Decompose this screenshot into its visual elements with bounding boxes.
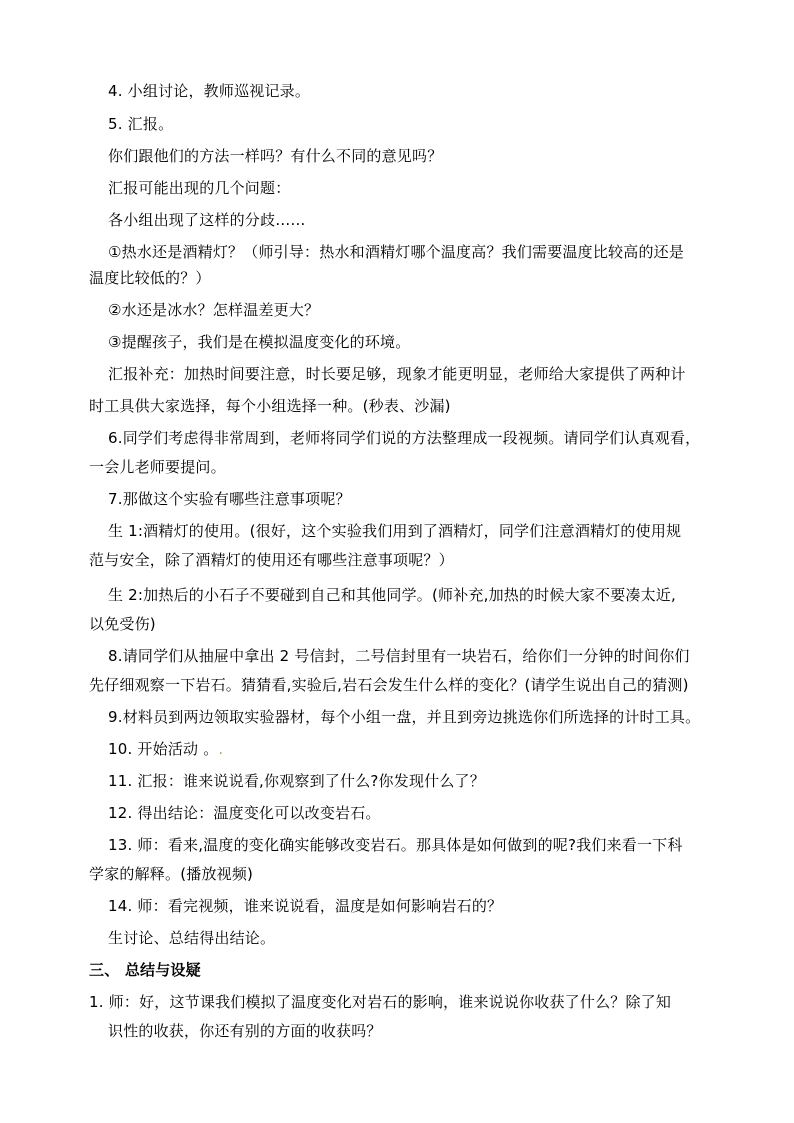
text-line-26: 学家的解释。(播放视频): [89, 865, 254, 883]
text-line-3: 你们跟他们的方法一样吗？有什么不同的意见吗？: [108, 147, 443, 165]
text-line-22-main: 10. 开始活动 。: [108, 740, 219, 758]
text-line-11: 时工具供大家选择，每个小组选择一种。(秒表、沙漏): [89, 397, 451, 415]
text-line-14: 7.那做这个实验有哪些注意事项呢？: [108, 490, 351, 508]
text-line-17: 生 2:加热后的小石子不要碰到自己和其他同学。(师补充,加热的时候大家不要凑太近,: [108, 586, 676, 604]
text-line-21: 9.材料员到两边领取实验器材，每个小组一盘，并且到旁边挑选你们所选择的计时工具。: [108, 708, 701, 726]
text-line-28: 生讨论、总结得出结论。: [108, 929, 276, 947]
text-line-8: ②水还是冰水？怎样温差更大？: [108, 301, 320, 319]
text-line-6: ①热水还是酒精灯？（师引导：热水和酒精灯哪个温度高？我们需要温度比较高的还是: [108, 243, 685, 261]
text-line-23: 11. 汇报：谁来说说看,你观察到了什么?你发现什么了？: [108, 772, 485, 790]
section-heading: 三、 总结与设疑: [89, 961, 201, 979]
text-line-18: 以免受伤): [89, 615, 156, 633]
text-line-1: 4. 小组讨论，教师巡视记录。: [108, 82, 311, 100]
text-line-7: 温度比较低的？）: [89, 269, 211, 287]
text-line-15: 生 1:酒精灯的使用。(很好，这个实验我们用到了酒精灯，同学们注意酒精灯的使用规: [108, 522, 682, 540]
stray-dot: .: [218, 740, 224, 758]
text-line-5: 各小组出现了这样的分歧……: [108, 211, 306, 229]
text-line-4: 汇报可能出现的几个问题：: [108, 179, 291, 197]
text-line-27: 14. 师：看完视频，谁来说说看，温度是如何影响岩石的？: [108, 897, 503, 915]
text-line-31: 识性的收获，你还有别的方面的收获吗？: [108, 1022, 382, 1040]
text-line-9: ③提醒孩子，我们是在模拟温度变化的环境。: [108, 333, 411, 351]
text-line-25: 13. 师：看来,温度的变化确实能够改变岩石。那具体是如何做到的呢?我们来看一下科: [108, 836, 683, 854]
text-line-30: 1. 师：好，这节课我们模拟了温度变化对岩石的影响，谁来说说你收获了什么？除了知: [89, 993, 672, 1011]
text-line-19: 8.请同学们从抽屉中拿出 2 号信封，二号信封里有一块岩石，给你们一分钟的时间你们: [108, 647, 690, 665]
text-line-2: 5. 汇报。: [108, 115, 174, 133]
text-line-24: 12. 得出结论：温度变化可以改变岩石。: [108, 804, 381, 822]
text-line-10: 汇报补充：加热时间要注意，时长要足够，现象才能更明显，老师给大家提供了两种计: [108, 365, 686, 383]
text-line-12: 6.同学们考虑得非常周到，老师将同学们说的方法整理成一段视频。请同学们认真观看，: [108, 429, 701, 447]
text-line-20: 先仔细观察一下岩石。猜猜看,实验后,岩石会发生什么样的变化？(请学生说出自己的猜测): [89, 676, 689, 694]
text-line-13: 一会儿老师要提问。: [89, 458, 226, 476]
text-line-22: [108, 739, 223, 759]
text-line-16: 范与安全，除了酒精灯的使用还有哪些注意事项呢？）: [89, 551, 454, 569]
